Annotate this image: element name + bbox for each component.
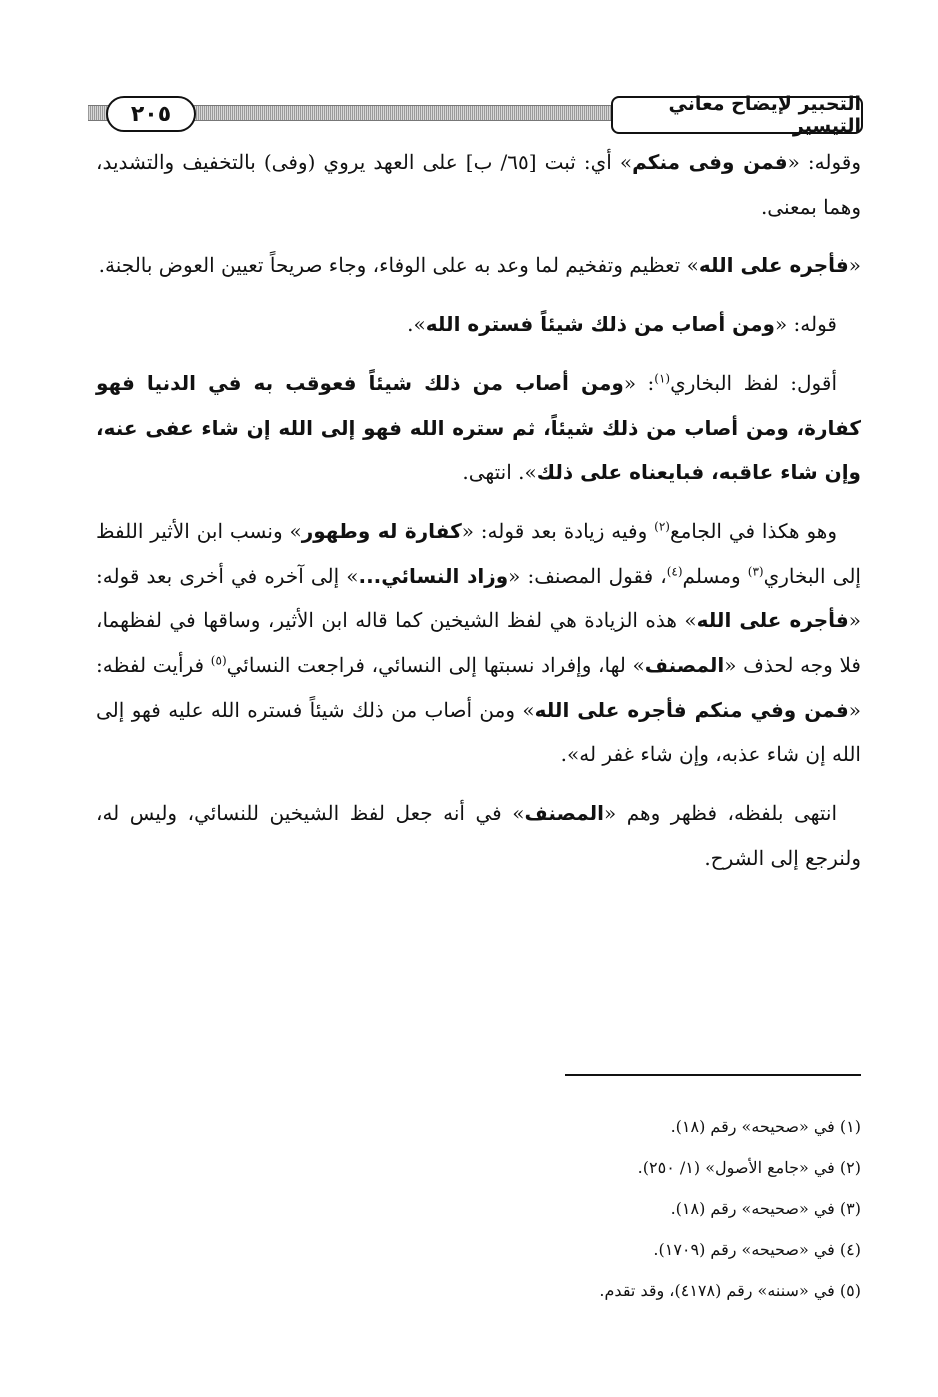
text-run: وفيه زيادة بعد قوله: « bbox=[461, 518, 655, 543]
text-run: » تعظيم وتفخيم لما وعد به على الوفاء، وجاء صريحاً تعيين العوض بالجنة. bbox=[98, 253, 699, 278]
footnote-ref: (٤) bbox=[666, 563, 683, 578]
paragraph bbox=[96, 302, 861, 347]
text-run: » ونسب ابن الأثير اللفظ إلى البخاري bbox=[96, 518, 861, 588]
bold-quote: فأجره على الله bbox=[696, 608, 849, 633]
text-run: » أي: ثبت [٦٥/ ب] على العهد يروي (وفى) بالتخفيف والتشديد، وهما بمعنى. bbox=[96, 150, 861, 219]
paragraph bbox=[96, 243, 861, 288]
main-text bbox=[96, 140, 861, 895]
text-run: أقول: لفظ البخاري bbox=[670, 370, 837, 395]
paragraph bbox=[96, 140, 861, 229]
text-run: » إلى آخره في أخرى بعد قوله: « bbox=[96, 563, 861, 633]
text-run: » لها، وإفراد نسبتها إلى النسائي، فراجعت النسائي bbox=[226, 653, 645, 678]
bold-quote: ومن أصاب من ذلك شيئاً فستره الله bbox=[425, 312, 775, 337]
text-run: وقوله: « bbox=[787, 150, 861, 174]
footnote: (٤) في «صحيحه» رقم (١٧٠٩). bbox=[653, 1240, 861, 1259]
footnote: (٢) في «جامع الأصول» (١/ ٢٥٠). bbox=[637, 1158, 861, 1177]
footnote-ref: (٣) bbox=[747, 563, 764, 578]
book-title: التحبير لإيضاح معاني التيسير bbox=[611, 96, 863, 134]
text-run: ». bbox=[407, 312, 426, 337]
text-run: انتهى بلفظه، فظهر وهم « bbox=[603, 801, 837, 826]
text-run: ». انتهى. bbox=[462, 460, 537, 485]
bold-quote: المصنف bbox=[524, 801, 604, 826]
bold-quote: فأجره على الله bbox=[698, 253, 849, 278]
text-run: ومسلم bbox=[682, 563, 748, 588]
footnote: (١) في «صحيحه» رقم (١٨). bbox=[670, 1117, 861, 1136]
bold-quote: المصنف bbox=[644, 653, 725, 678]
text-run: وهو هكذا في الجامع bbox=[669, 518, 837, 543]
bold-quote: فمن وفي منكم فأجره على الله bbox=[534, 697, 849, 722]
text-run: ، فقول المصنف: « bbox=[508, 563, 667, 588]
bold-quote: وزاد النسائي... bbox=[358, 563, 509, 588]
footnote: (٥) في «سننه» رقم (٤١٧٨)، وقد تقدم. bbox=[599, 1281, 861, 1300]
text-run: قوله: « bbox=[774, 312, 837, 337]
text-run: » في أنه جعل لفظ الشيخين للنسائي، وليس له، ولنرجع إلى الشرح. bbox=[96, 801, 861, 870]
text-run: » هذه الزيادة هي لفظ الشيخين كما قاله ابن الأثير، وساقها في لفظهما، فلا وجه لحذف « bbox=[96, 608, 861, 678]
page-header bbox=[88, 93, 863, 137]
bold-quote: ومن أصاب من ذلك شيئاً فعوقب به في الدنيا فهو كفارة، ومن أصاب من ذلك شيئاً، ثم ستره الله فهو إلى الله إن شاء عفى عنه، وإن شاء عاقبه، فبايعناه على ذلك bbox=[96, 370, 861, 485]
paragraph bbox=[96, 361, 861, 495]
paragraph bbox=[96, 791, 861, 880]
footnote-separator bbox=[565, 1074, 861, 1076]
text-run: : « bbox=[623, 370, 655, 395]
text-run: فرأيت لفظه: « bbox=[96, 653, 861, 722]
bold-quote: كفارة له وطهور bbox=[301, 518, 462, 543]
paragraph bbox=[96, 509, 861, 777]
footnote-ref: (٥) bbox=[210, 653, 227, 668]
footnote: (٣) في «صحيحه» رقم (١٨). bbox=[670, 1199, 861, 1218]
bold-quote: فمن وفى منكم bbox=[632, 150, 788, 174]
page-number: ٢٠٥ bbox=[106, 96, 196, 132]
footnote-ref: (١) bbox=[654, 371, 671, 386]
text-run: » ومن أصاب من ذلك شيئاً فستره الله عليه فهو إلى الله إن شاء عذبه، وإن شاء غفر له». bbox=[96, 697, 861, 767]
text-run: « bbox=[848, 253, 861, 278]
footnote-ref: (٢) bbox=[654, 519, 670, 534]
footnotes bbox=[96, 1106, 861, 1311]
